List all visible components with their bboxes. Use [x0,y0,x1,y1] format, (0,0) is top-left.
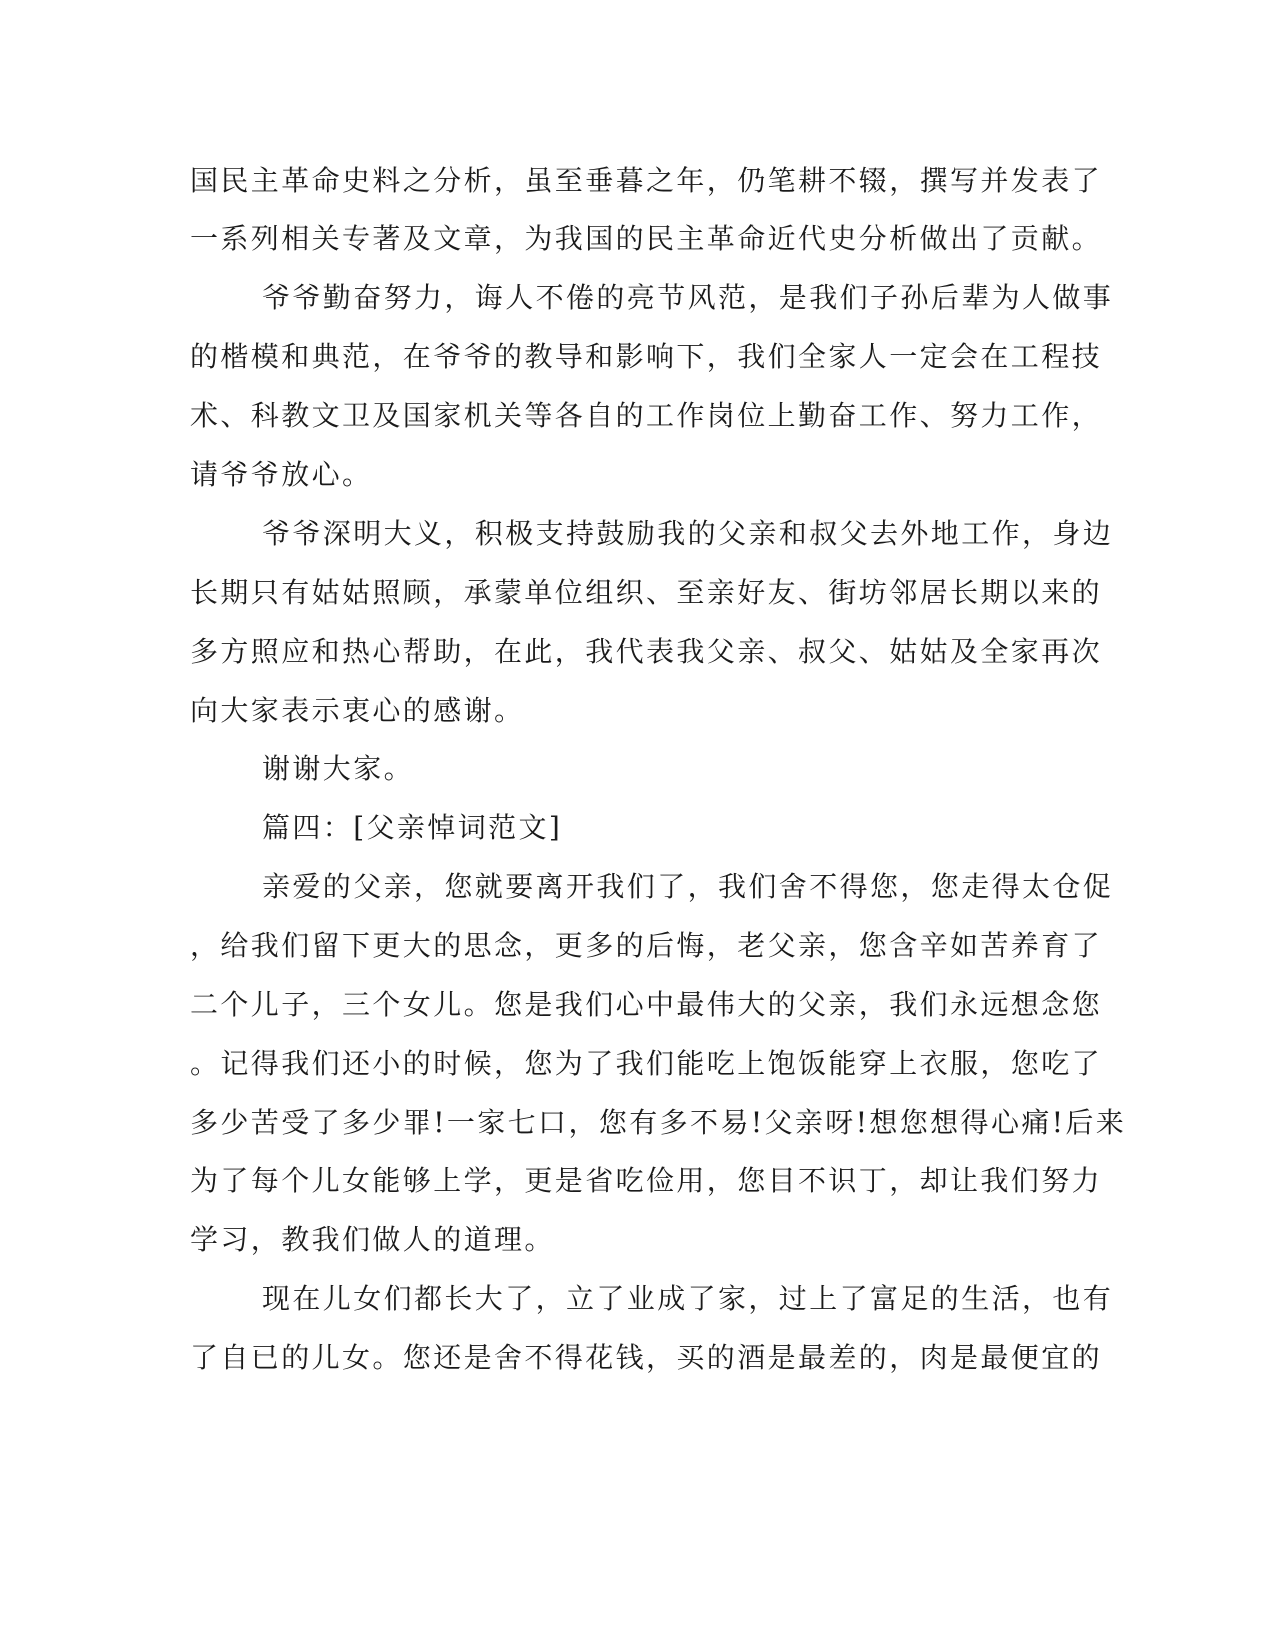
text-line: 向大家表示衷心的感谢。 [190,694,525,727]
text-line: 为了每个儿女能够上学，更是省吃俭用，您目不识丁，却让我们努力 [190,1164,1103,1197]
text-line: 。记得我们还小的时候，您为了我们能吃上饱饭能穿上衣服，您吃了 [190,1047,1103,1080]
paragraph-start-line: 亲爱的父亲，您就要离开我们了，我们舍不得您，您走得太仓促 [262,870,1114,903]
text-line: 多方照应和热心帮助，在此，我代表我父亲、叔父、姑姑及全家再次 [190,635,1103,668]
text-line: 术、科教文卫及国家机关等各自的工作岗位上勤奋工作、努力工作， [190,399,1103,432]
text-line: ，给我们留下更大的思念，更多的后悔，老父亲，您含辛如苦养育了 [190,929,1103,962]
section-heading: 篇四：[父亲悼词范文] [262,811,563,844]
text-line: 国民主革命史料之分析，虽至垂暮之年，仍笔耕不辍，撰写并发表了 [190,164,1103,197]
text-line: 的楷模和典范，在爷爷的教导和影响下，我们全家人一定会在工程技 [190,340,1103,373]
paragraph-start-line: 爷爷勤奋努力，诲人不倦的亮节风范，是我们子孙后辈为人做事 [262,281,1114,314]
paragraph-start-line: 现在儿女们都长大了，立了业成了家，过上了富足的生活，也有 [262,1282,1114,1315]
paragraph-start-line: 爷爷深明大义，积极支持鼓励我的父亲和叔父去外地工作，身边 [262,517,1114,550]
text-line: 二个儿子，三个女儿。您是我们心中最伟大的父亲，我们永远想念您 [190,988,1103,1021]
text-line: 了自已的儿女。您还是舍不得花钱，买的酒是最差的，肉是最便宜的 [190,1341,1103,1374]
closing-line: 谢谢大家。 [262,752,415,785]
text-line: 长期只有姑姑照顾，承蒙单位组织、至亲好友、街坊邻居长期以来的 [190,576,1103,609]
text-line: 多少苦受了多少罪!一家七口，您有多不易!父亲呀!想您想得心痛!后来 [190,1106,1127,1139]
text-line: 学习，教我们做人的道理。 [190,1223,555,1256]
text-line: 请爷爷放心。 [190,458,373,491]
text-line: 一系列相关专著及文章，为我国的民主革命近代史分析做出了贡献。 [190,222,1103,255]
